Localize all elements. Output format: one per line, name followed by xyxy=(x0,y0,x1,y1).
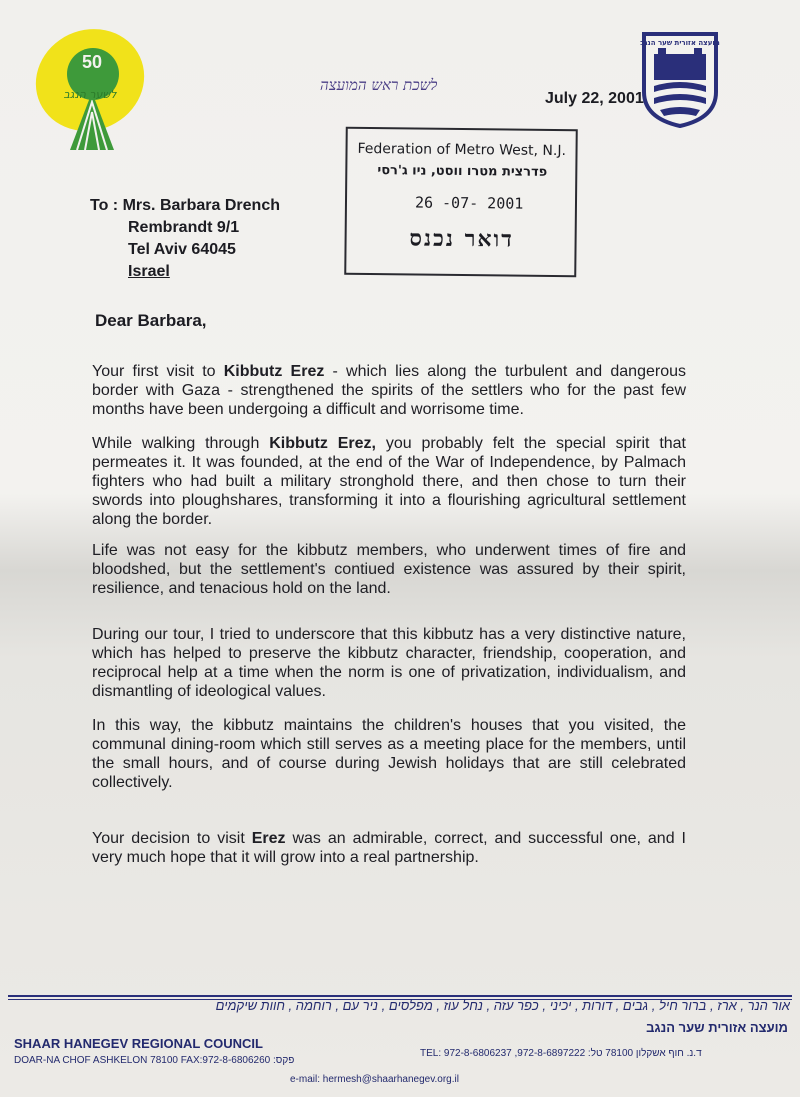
paragraph-4: During our tour, I tried to underscore that this kibbutz has a very distinctive nature, which has helped to preserve the kibbutz character, friendship, cooperation, and reciprocal help at a time when the norm is one of privatization, individualism, and dismantling of ideological values. xyxy=(92,626,686,700)
svg-text:לשער הנגב: לשער הנגב xyxy=(63,88,117,101)
recipient-address xyxy=(90,195,280,283)
paragraph-2: While walking through Kibbutz Erez, you probably felt the special spirit that permeates it. It was founded, at the end of the War of Independence, by Palmach fighters who had built a military stronghold there, and then chose to turn their swords into ploughshares, transforming it into a flourishing agricultural settlement along the border. xyxy=(92,435,687,528)
recipient-name: Mrs. Barbara Drench xyxy=(122,197,280,214)
salutation: Dear Barbara, xyxy=(95,311,207,330)
recipient-country: Israel xyxy=(128,263,170,280)
recipient-city: Tel Aviv 64045 xyxy=(128,241,236,258)
stamp-org-he: פדרצית מטרו ווסט, ניו ג'רסי xyxy=(377,163,548,180)
stamp-date: 26 -07- 2001 xyxy=(414,193,524,213)
handwritten-note: לשכת ראש המועצה xyxy=(320,76,438,94)
stamp-incoming-mail: דואר נכנס xyxy=(409,225,514,253)
stamp-org-en: Federation of Metro West, N.J. xyxy=(357,140,567,160)
received-stamp xyxy=(344,127,578,277)
to-label: To : xyxy=(90,197,119,214)
anniversary-logo xyxy=(30,20,145,150)
svg-text:50: 50 xyxy=(82,52,103,72)
svg-text:מועצה אזורית שער הנגב: מועצה אזורית שער הנגב xyxy=(640,39,720,47)
footer-contact-address: DOAR-NA CHOF ASHKELON 78100 FAX:972-8-6806260 :פקס xyxy=(14,1055,295,1066)
footer-email: e-mail: hermesh@shaarhanegev.org.il xyxy=(290,1074,459,1085)
recipient-street: Rembrandt 9/1 xyxy=(128,219,240,236)
letter-date: July 22, 2001 xyxy=(545,90,644,107)
paragraph-5: In this way, the kibbutz maintains the children's houses that you visited, the communal dining-room which still serves as a meeting place for the members, until the small hours, and of course during Jewish holidays that are still celebrated collectively. xyxy=(92,717,686,791)
paragraph-3: Life was not easy for the kibbutz members, who underwent times of fire and bloodshed, but the settlement's contiued existence was assured by their spirit, resilience, and tenacious hold on the land. xyxy=(92,542,686,597)
footer-contact-phone: TEL: 972-8-6806237 ,972-8-6897222 :ד.נ. חוף אשקלון 78100 טל xyxy=(420,1048,702,1059)
paragraph-1: Your first visit to Kibbutz Erez - which lies along the turbulent and dangerous border with Gaza - strengthened the spirits of the settlers who for the past few months have been undergoing a difficult and worrisome time. xyxy=(92,363,686,418)
footer-council-english: SHAAR HANEGEV REGIONAL COUNCIL xyxy=(14,1036,263,1051)
footer-divider xyxy=(8,995,792,997)
footer-settlements: אור הנר , ארז , ברור חיל , גבים , דורות , יכיני , כפר עזה , נחל עוז , מפלסים , ניר עם , רוחמה , חוות שיקמים xyxy=(215,998,790,1013)
footer-council-hebrew: מועצה אזורית שער הנגב xyxy=(646,1020,788,1035)
council-emblem xyxy=(640,30,720,128)
paragraph-6: Your decision to visit Erez was an admirable, correct, and successful one, and I very much hope that it will grow into a real partnership. xyxy=(92,830,686,866)
